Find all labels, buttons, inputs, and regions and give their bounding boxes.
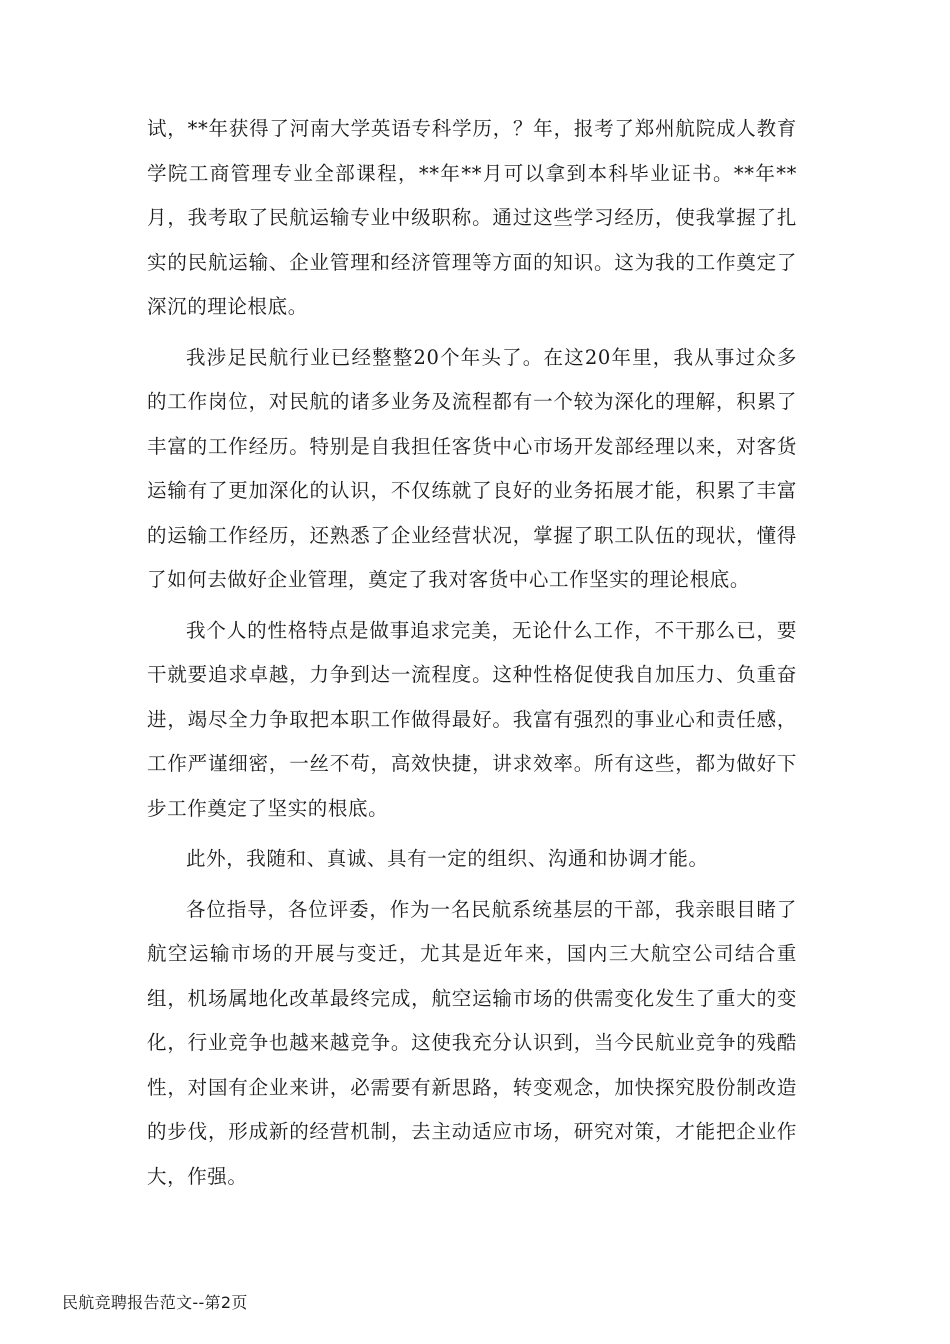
paragraph-personality: 我个人的性格特点是做事追求完美，无论什么工作，不干那么已，要干就要追求卓越，力争到达一流程度。这种性格促使我自加压力、负重奋进，竭尽全力争取把本职工作做得最好。我富有强烈的事业心和责任感，工作严谨细密，一丝不苟，高效快捷，讲求效率。所有这些，都为做好下步工作奠定了坚实的根底。 [147, 618, 797, 820]
paragraph-education: 试，**年获得了河南大学英语专科学历，？年，报考了郑州航院成人教育学院工商管理专业全部课程，**年**月可以拿到本科毕业证书。**年**月，我考取了民航运输专业中级职称。通过这些学习经历，使我掌握了扎实的民航运输、企业管理和经济管理等方面的知识。这为我的工作奠定了深沉的理论根底。 [147, 117, 798, 318]
page-footer: 民航竞聘报告范文--第2页 [62, 1293, 248, 1312]
paragraph-experience: 我涉足民航行业已经整整20个年头了。在这20年里，我从事过众多的工作岗位，对民航的诸多业务及流程都有一个较为深化的理解，积累了丰富的工作经历。特别是自我担任客货中心市场开发部经理以来，对客货运输有了更加深化的认识，不仅练就了良好的业务拓展才能，积累了丰富的运输工作经历，还熟悉了企业经营状况，掌握了职工队伍的现状，懂得了如何去做好企业管理，奠定了我对客货中心工作坚实的理论根底。 [147, 345, 797, 591]
paragraph-market-view: 各位指导，各位评委，作为一名民航系统基层的干部，我亲眼目睹了航空运输市场的开展与变迁，尤其是近年来，国内三大航空公司结合重组，机场属地化改革最终完成，航空运输市场的供需变化发生了重大的变化，行业竞争也越来越竞争。这使我充分认识到，当今民航业竞争的残酷性，对国有企业来讲，必需要有新思路，转变观念，加快探究股份制改造的步伐，形成新的经营机制，去主动适应市场，研究对策，才能把企业作大，作强。 [147, 897, 797, 1188]
paragraph-skills: 此外，我随和、真诚、具有一定的组织、沟通和协调才能。 [186, 847, 709, 870]
document-body [147, 107, 797, 1205]
